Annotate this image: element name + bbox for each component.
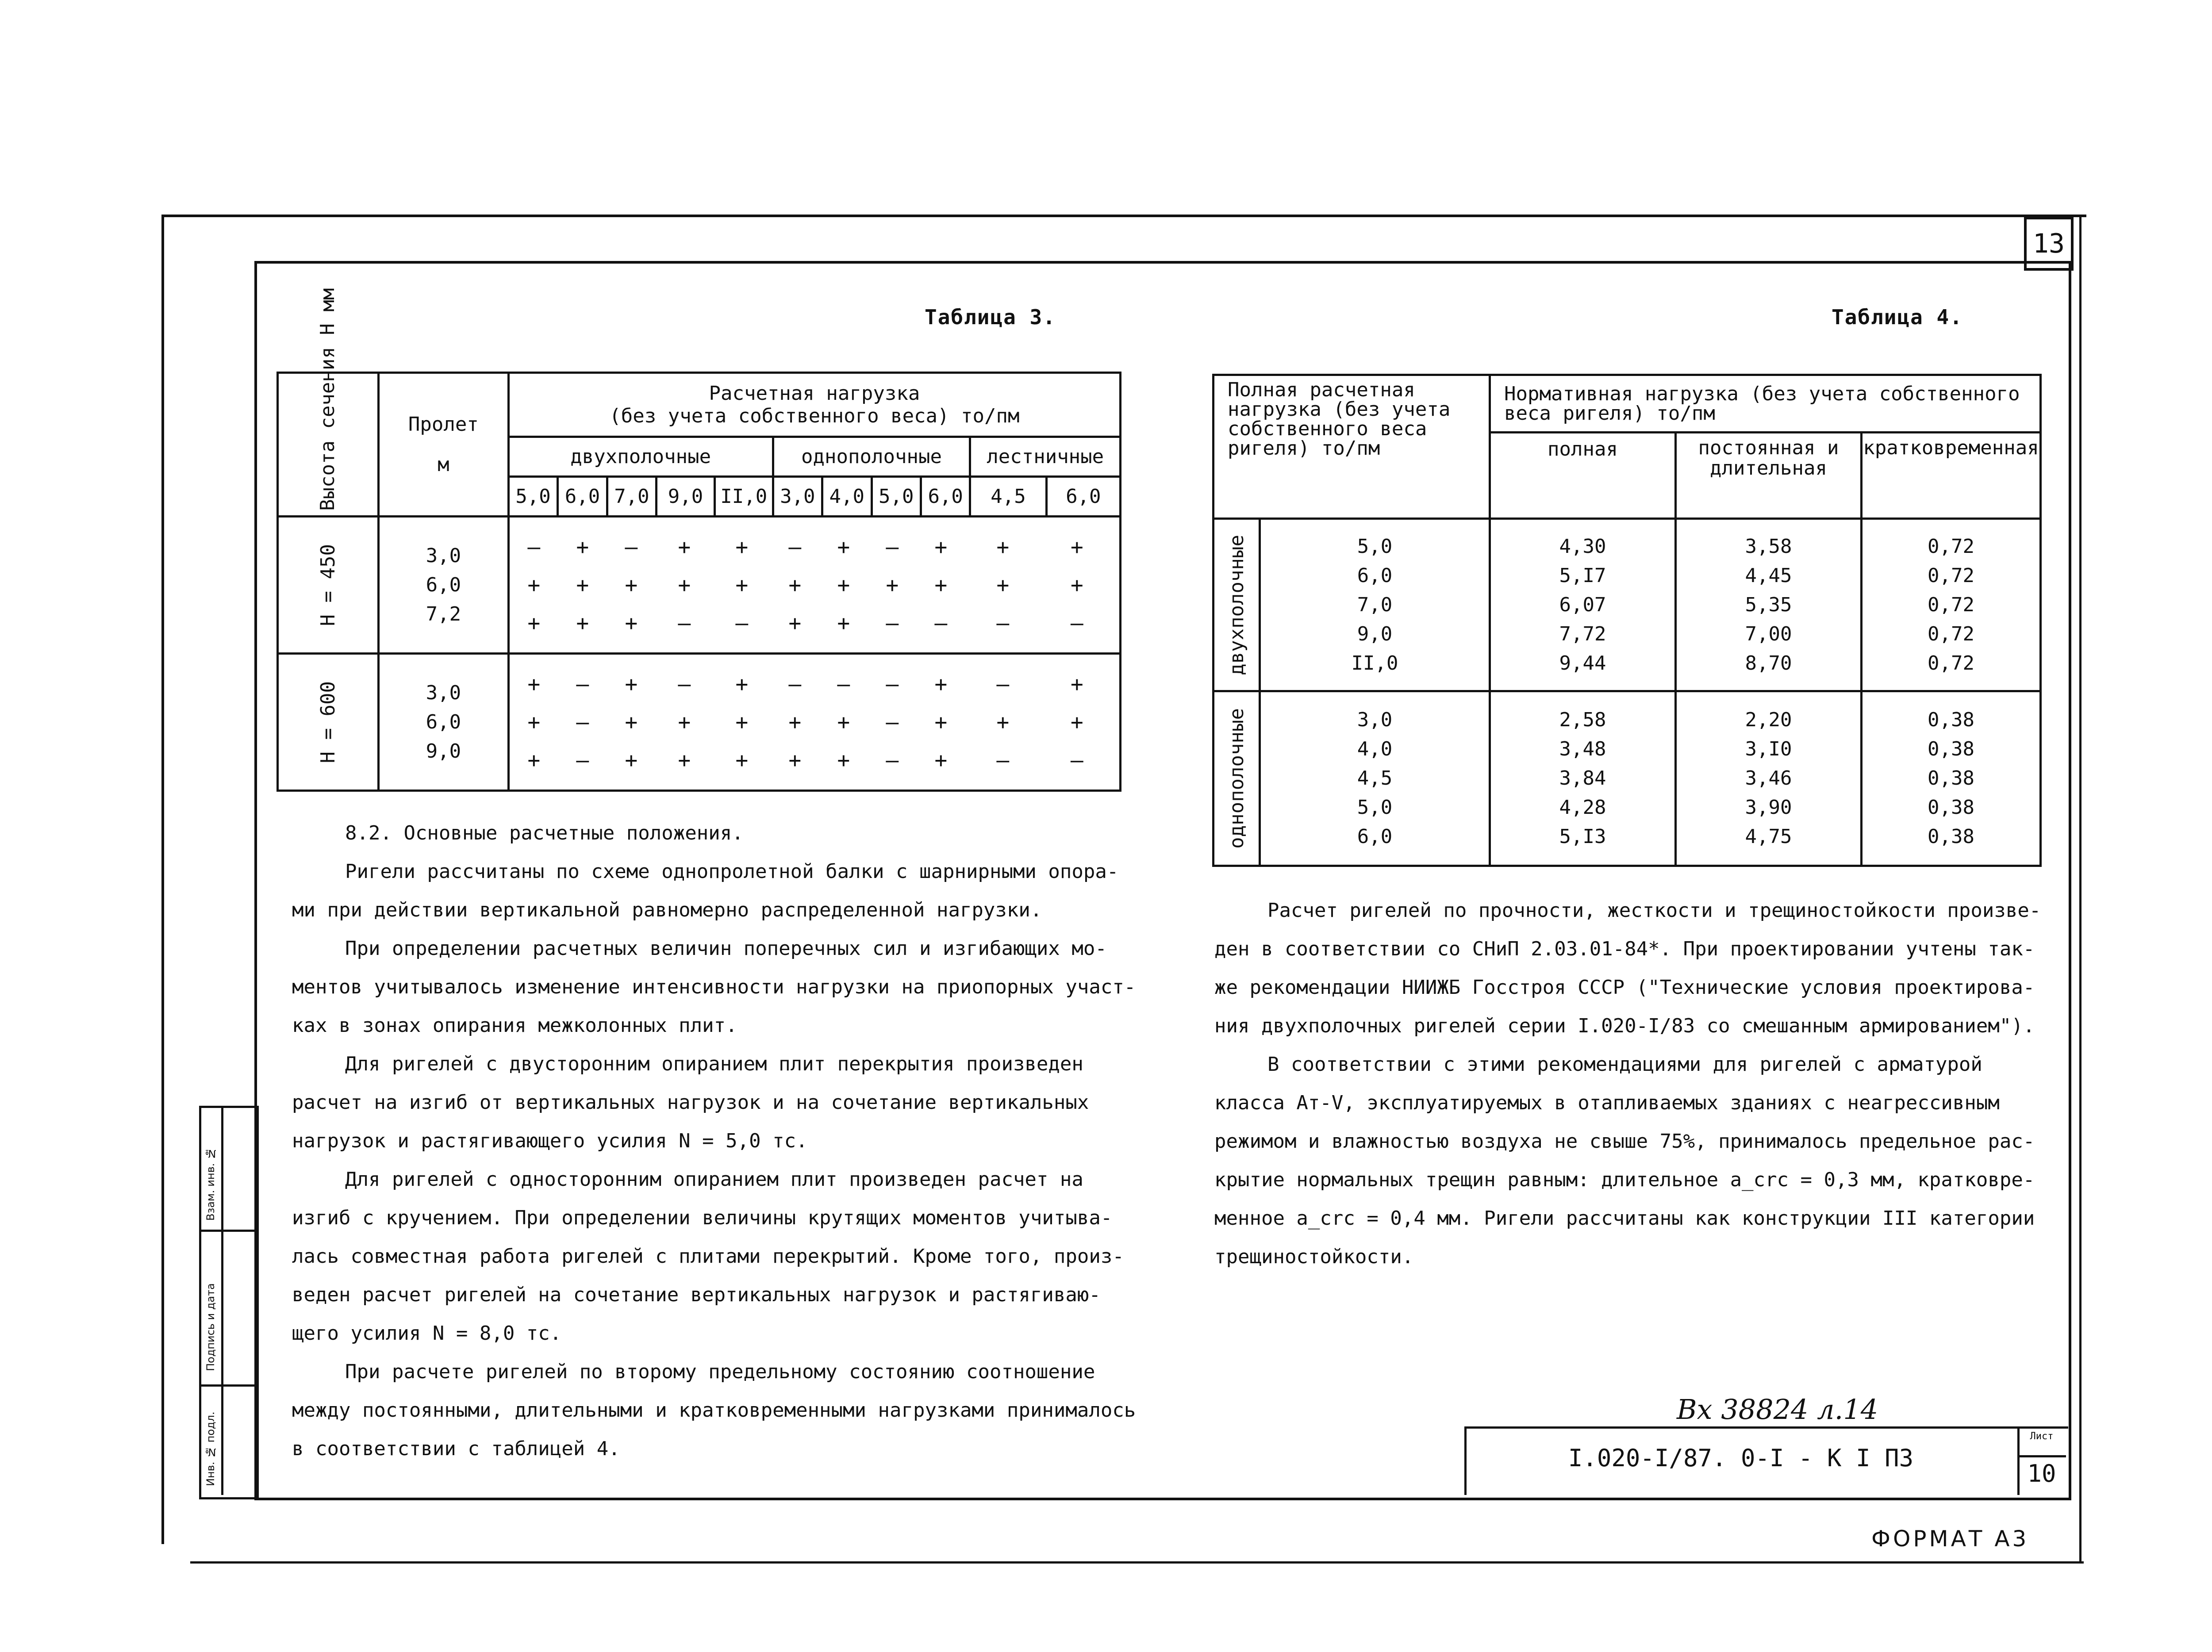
text-line: ках в зонах опирания межколонных плит. — [292, 1014, 737, 1037]
table4-short-value: 0,72 — [1928, 652, 1974, 675]
table4-const-value: 4,45 — [1745, 564, 1792, 587]
table4-full-value: 3,48 — [1559, 738, 1606, 760]
table4-short-value: 0,38 — [1928, 738, 1974, 760]
table3-mark: + — [625, 610, 638, 636]
table4-full-value: 7,72 — [1559, 622, 1606, 645]
table3-header-span: Пролет м — [378, 373, 508, 517]
table3-mark: – — [678, 671, 691, 697]
table4-const-value: 7,00 — [1745, 622, 1792, 645]
table3-mark: + — [735, 572, 749, 598]
table3-mark: + — [1070, 572, 1083, 598]
side-strip-line — [199, 1384, 254, 1387]
table3-mark: + — [996, 572, 1010, 598]
table3-subheader: 3,0 — [773, 477, 822, 517]
table4-group1-short — [1862, 519, 2041, 691]
table3-mark: + — [788, 572, 802, 598]
table3-block1-label: Н = 450 — [278, 517, 379, 654]
table3-mark: + — [934, 747, 948, 773]
table4-group2-load — [1260, 691, 1490, 866]
table3-mark: + — [837, 610, 850, 636]
text-line: в соответствии с таблицей 4. — [292, 1437, 620, 1460]
table3-mark: + — [735, 534, 749, 560]
table4-load-value: 3,0 — [1357, 709, 1393, 731]
table4-full-value: 3,84 — [1559, 767, 1606, 790]
text-line: лась совместная работа ригелей с плитами перекрытий. Кроме того, произ- — [292, 1245, 1124, 1268]
text-line: нагрузок и растягивающего усилия N = 5,0 тс. — [292, 1130, 808, 1152]
text-line: щего усилия N = 8,0 тс. — [292, 1322, 562, 1345]
table3-mark: – — [576, 709, 589, 735]
table4-const-value: 3,90 — [1745, 796, 1792, 819]
table3-mark: + — [886, 572, 899, 598]
table4-short-value: 0,38 — [1928, 709, 1974, 731]
table4-load-value: 6,0 — [1357, 564, 1393, 587]
table4-full-value: 4,30 — [1559, 535, 1606, 558]
text-line: трещиностойкости. — [1214, 1246, 1414, 1268]
table3-marks-row — [510, 604, 1119, 642]
table3-subheader: II,0 — [714, 477, 773, 517]
text-line: между постоянными, длительными и кратковременными нагрузками принималось — [292, 1399, 1136, 1422]
text-line: веден расчет ригелей на сочетание вертикальных нагрузок и растягиваю- — [292, 1284, 1101, 1306]
table4-group2-short — [1862, 691, 2041, 866]
text-line: режимом и влажностью воздуха не свыше 75%, принималось предельное рас- — [1214, 1130, 2035, 1153]
table3-subheader: 6,0 — [921, 477, 970, 517]
table3-mark: – — [527, 534, 541, 560]
table3-subheader: 5,0 — [872, 477, 921, 517]
table3-mark: – — [1070, 610, 1083, 636]
sheet-box-label: Лист — [2030, 1431, 2054, 1442]
table3-mark: + — [625, 709, 638, 735]
table3-mark: – — [576, 747, 589, 773]
table4-full-value: 5,I7 — [1559, 564, 1606, 587]
table4-full-value: 2,58 — [1559, 709, 1606, 731]
frame-bottom-line — [190, 1561, 2084, 1564]
table3-header-load: Расчетная нагрузка (без учета собственного веса) то/пм — [508, 373, 1120, 437]
table3-mark: – — [886, 709, 899, 735]
table3-mark: – — [1070, 747, 1083, 773]
sheet-number: 13 — [2024, 217, 2074, 271]
text-line: крытие нормальных трещин равным: длительное a_crc = 0,3 мм, кратковре- — [1214, 1169, 2035, 1191]
table4-col-short: кратковременная — [1862, 433, 2041, 519]
table3-mark: + — [576, 534, 589, 560]
table4-const-value: 5,35 — [1745, 593, 1792, 616]
table3-mark: + — [735, 709, 749, 735]
table3-block1-marks — [508, 517, 1120, 654]
table3-mark: + — [837, 747, 850, 773]
table3-mark: – — [886, 747, 899, 773]
table3-mark: – — [996, 747, 1010, 773]
table4-const-value: 8,70 — [1745, 652, 1792, 675]
side-strip-line — [199, 1230, 254, 1232]
table3-span-value: 3,0 — [426, 681, 461, 704]
table4-const-value: 2,20 — [1745, 709, 1792, 731]
table4-const-value: 3,46 — [1745, 767, 1792, 790]
table4-title: Таблица 4. — [1832, 305, 1963, 329]
table4-group1-load — [1260, 519, 1490, 691]
text-line: класса Ат-V, эксплуатируемых в отапливаемых зданиях с неагрессивным — [1214, 1092, 2000, 1114]
table3-mark: + — [735, 671, 749, 697]
text-line: ния двухполочных ригелей серии I.020-I/83 со смешанным армированием"). — [1214, 1015, 2035, 1037]
table4-full-value: 4,28 — [1559, 796, 1606, 819]
table3-mark: – — [735, 610, 749, 636]
table3-block2-marks — [508, 654, 1120, 791]
text-line: менное a_crc = 0,4 мм. Ригели рассчитаны как конструкции III категории — [1214, 1207, 2035, 1230]
right-text-block — [1214, 891, 2041, 1276]
table4-header-norm-load: Нормативная нагрузка (без учета собственного веса ригеля) то/пм — [1490, 375, 2041, 433]
left-text-block — [292, 814, 1136, 1468]
table3-group-single-shelf: однополочные — [773, 437, 970, 477]
table4-group1-full — [1490, 519, 1676, 691]
text-line: ми при действии вертикальной равномерно распределенной нагрузки. — [292, 899, 1042, 921]
table4 — [1212, 374, 2042, 867]
table3-marks-row — [510, 566, 1119, 604]
text-line: 8.2. Основные расчетные положения. — [345, 822, 744, 844]
table3-mark: + — [996, 709, 1010, 735]
table3-mark: + — [934, 572, 948, 598]
table3-mark: – — [886, 610, 899, 636]
table3-mark: + — [1070, 534, 1083, 560]
sheet-box-divider — [2017, 1455, 2066, 1457]
table3-subheader: 6,0 — [1046, 477, 1120, 517]
table4-col-const: постоянная и длительная — [1676, 433, 1862, 519]
text-line: Для ригелей с двусторонним опиранием плит перекрытия произведен — [345, 1053, 1083, 1075]
table3-span-value: 9,0 — [426, 740, 461, 763]
table3-mark: + — [527, 671, 541, 697]
table4-full-value: 6,07 — [1559, 593, 1606, 616]
table3-mark: – — [625, 534, 638, 560]
table4-load-value: 7,0 — [1357, 593, 1393, 616]
text-line: расчет на изгиб от вертикальных нагрузок и на сочетание вертикальных — [292, 1091, 1089, 1114]
table3-mark: + — [837, 534, 850, 560]
table4-load-value: 4,5 — [1357, 767, 1393, 790]
table4-group1-const — [1676, 519, 1862, 691]
table3-mark: + — [1070, 671, 1083, 697]
table3-mark: + — [576, 572, 589, 598]
table4-group2-label: однополочные — [1214, 691, 1260, 866]
table3-span-value: 7,2 — [426, 602, 461, 625]
table3-mark: + — [837, 709, 850, 735]
table3-mark: + — [934, 709, 948, 735]
table3-span-value: 6,0 — [426, 710, 461, 733]
table3-mark: – — [788, 671, 802, 697]
table4-short-value: 0,72 — [1928, 593, 1974, 616]
handwritten-registration: Вх 38824 л.14 — [1677, 1393, 1878, 1426]
table3-mark: + — [837, 572, 850, 598]
text-line: При расчете ригелей по второму предельному состоянию соотношение — [345, 1361, 1095, 1383]
table3-mark: + — [527, 572, 541, 598]
table3-block2-spans — [378, 654, 508, 791]
table4-load-value: 6,0 — [1357, 825, 1393, 848]
table3-subheader: 6,0 — [558, 477, 607, 517]
table4-group2-full — [1490, 691, 1676, 866]
table4-load-value: 5,0 — [1357, 535, 1393, 558]
table3-mark: + — [625, 671, 638, 697]
table3-block1-spans — [378, 517, 508, 654]
side-label-replace: Взам. инв. № — [204, 1147, 217, 1221]
text-line: Ригели рассчитаны по схеме однопролетной балки с шарнирными опора- — [345, 860, 1119, 883]
sheet-list-number: 10 — [2027, 1460, 2056, 1487]
table4-const-value: 3,58 — [1745, 535, 1792, 558]
table4-header-full-load: Полная расчетная нагрузка (без учета собственного веса ригеля) то/пм — [1214, 375, 1490, 519]
text-line: изгиб с кручением. При определении величины крутящих моментов учитыва- — [292, 1207, 1113, 1229]
side-label-sign: Подпись и дата — [204, 1283, 217, 1371]
table3-mark: + — [527, 610, 541, 636]
table3-block2-label: Н = 600 — [278, 654, 379, 791]
table4-short-value: 0,72 — [1928, 564, 1974, 587]
table4-short-value: 0,38 — [1928, 767, 1974, 790]
table3-span-value: 6,0 — [426, 573, 461, 596]
table3-mark: + — [788, 610, 802, 636]
table3-span-value: 3,0 — [426, 544, 461, 567]
table3-mark: – — [886, 534, 899, 560]
table3-mark: + — [678, 572, 691, 598]
table3-group-double-shelf: двухполочные — [508, 437, 773, 477]
text-line: При определении расчетных величин поперечных сил и изгибающих мо- — [345, 937, 1107, 960]
text-line: же рекомендации НИИЖБ Госстроя СССР ("Технические условия проектирова- — [1214, 976, 2035, 999]
format-label: ФОРМАТ А3 — [1871, 1526, 2029, 1552]
text-line: Для ригелей с односторонним опиранием плит произведен расчет на — [345, 1168, 1083, 1191]
text-line: В соответствии с этими рекомендациями для ригелей с арматурой — [1267, 1053, 1982, 1076]
table4-full-value: 5,I3 — [1559, 825, 1606, 848]
table3-mark: – — [788, 534, 802, 560]
table3-mark: – — [678, 610, 691, 636]
table3-mark: + — [788, 747, 802, 773]
table3-subheader: 7,0 — [607, 477, 656, 517]
table3-mark: + — [934, 534, 948, 560]
table4-load-value: 5,0 — [1357, 796, 1393, 819]
table3-mark: – — [996, 610, 1010, 636]
text-line: Расчет ригелей по прочности, жесткости и трещиностойкости произве- — [1267, 899, 2041, 922]
table3-marks-row — [510, 665, 1119, 703]
table3-mark: + — [625, 572, 638, 598]
text-line: ментов учитывалось изменение интенсивности нагрузки на приопорных участ- — [292, 976, 1136, 998]
table3-mark: – — [934, 610, 948, 636]
side-label-inv: Инв. № подл. — [204, 1411, 217, 1486]
table3-mark: + — [527, 747, 541, 773]
table3-mark: + — [934, 671, 948, 697]
frame-right-line — [2079, 215, 2081, 1561]
table3-marks-row — [510, 703, 1119, 741]
table3-header-height: Высота сечения Н мм — [278, 373, 379, 517]
table4-group1-label: двухполочные — [1214, 519, 1260, 691]
table3-marks-row — [510, 528, 1119, 566]
table3-mark: + — [576, 610, 589, 636]
table3-subheader: 9,0 — [657, 477, 715, 517]
table4-short-value: 0,38 — [1928, 825, 1974, 848]
table4-full-value: 9,44 — [1559, 652, 1606, 675]
table3-mark: + — [527, 709, 541, 735]
table3-mark: – — [576, 671, 589, 697]
table3-title: Таблица 3. — [925, 305, 1056, 329]
table3-group-stair: лестничные — [970, 437, 1121, 477]
table4-group2-const — [1676, 691, 1862, 866]
table3-subheader: 4,5 — [970, 477, 1046, 517]
table3-mark: + — [996, 534, 1010, 560]
table3-mark: – — [837, 671, 850, 697]
table3-mark: + — [1070, 709, 1083, 735]
document-code: I.020-I/87. 0-I - К I ПЗ — [1568, 1444, 1914, 1472]
table3-subheader: 4,0 — [822, 477, 872, 517]
table4-short-value: 0,72 — [1928, 622, 1974, 645]
text-line: ден в соответствии со СНиП 2.03.01-84*. При проектировании учтены так- — [1214, 938, 2035, 960]
table3-marks-row — [510, 741, 1119, 779]
table3-mark: + — [788, 709, 802, 735]
table4-short-value: 0,38 — [1928, 796, 1974, 819]
table4-load-value: II,0 — [1351, 652, 1398, 675]
table3-mark: – — [886, 671, 899, 697]
table4-load-value: 4,0 — [1357, 738, 1393, 760]
table3-mark: + — [678, 534, 691, 560]
table4-col-full: полная — [1490, 433, 1676, 519]
table3-mark: – — [996, 671, 1010, 697]
table3-mark: + — [735, 747, 749, 773]
table4-const-value: 4,75 — [1745, 825, 1792, 848]
side-strip-divider — [221, 1106, 223, 1495]
table3-subheader: 5,0 — [508, 477, 557, 517]
table4-load-value: 9,0 — [1357, 622, 1393, 645]
table3-mark: + — [625, 747, 638, 773]
table4-short-value: 0,72 — [1928, 535, 1974, 558]
table3-mark: + — [678, 747, 691, 773]
table4-const-value: 3,I0 — [1745, 738, 1792, 760]
table3-mark: + — [678, 709, 691, 735]
